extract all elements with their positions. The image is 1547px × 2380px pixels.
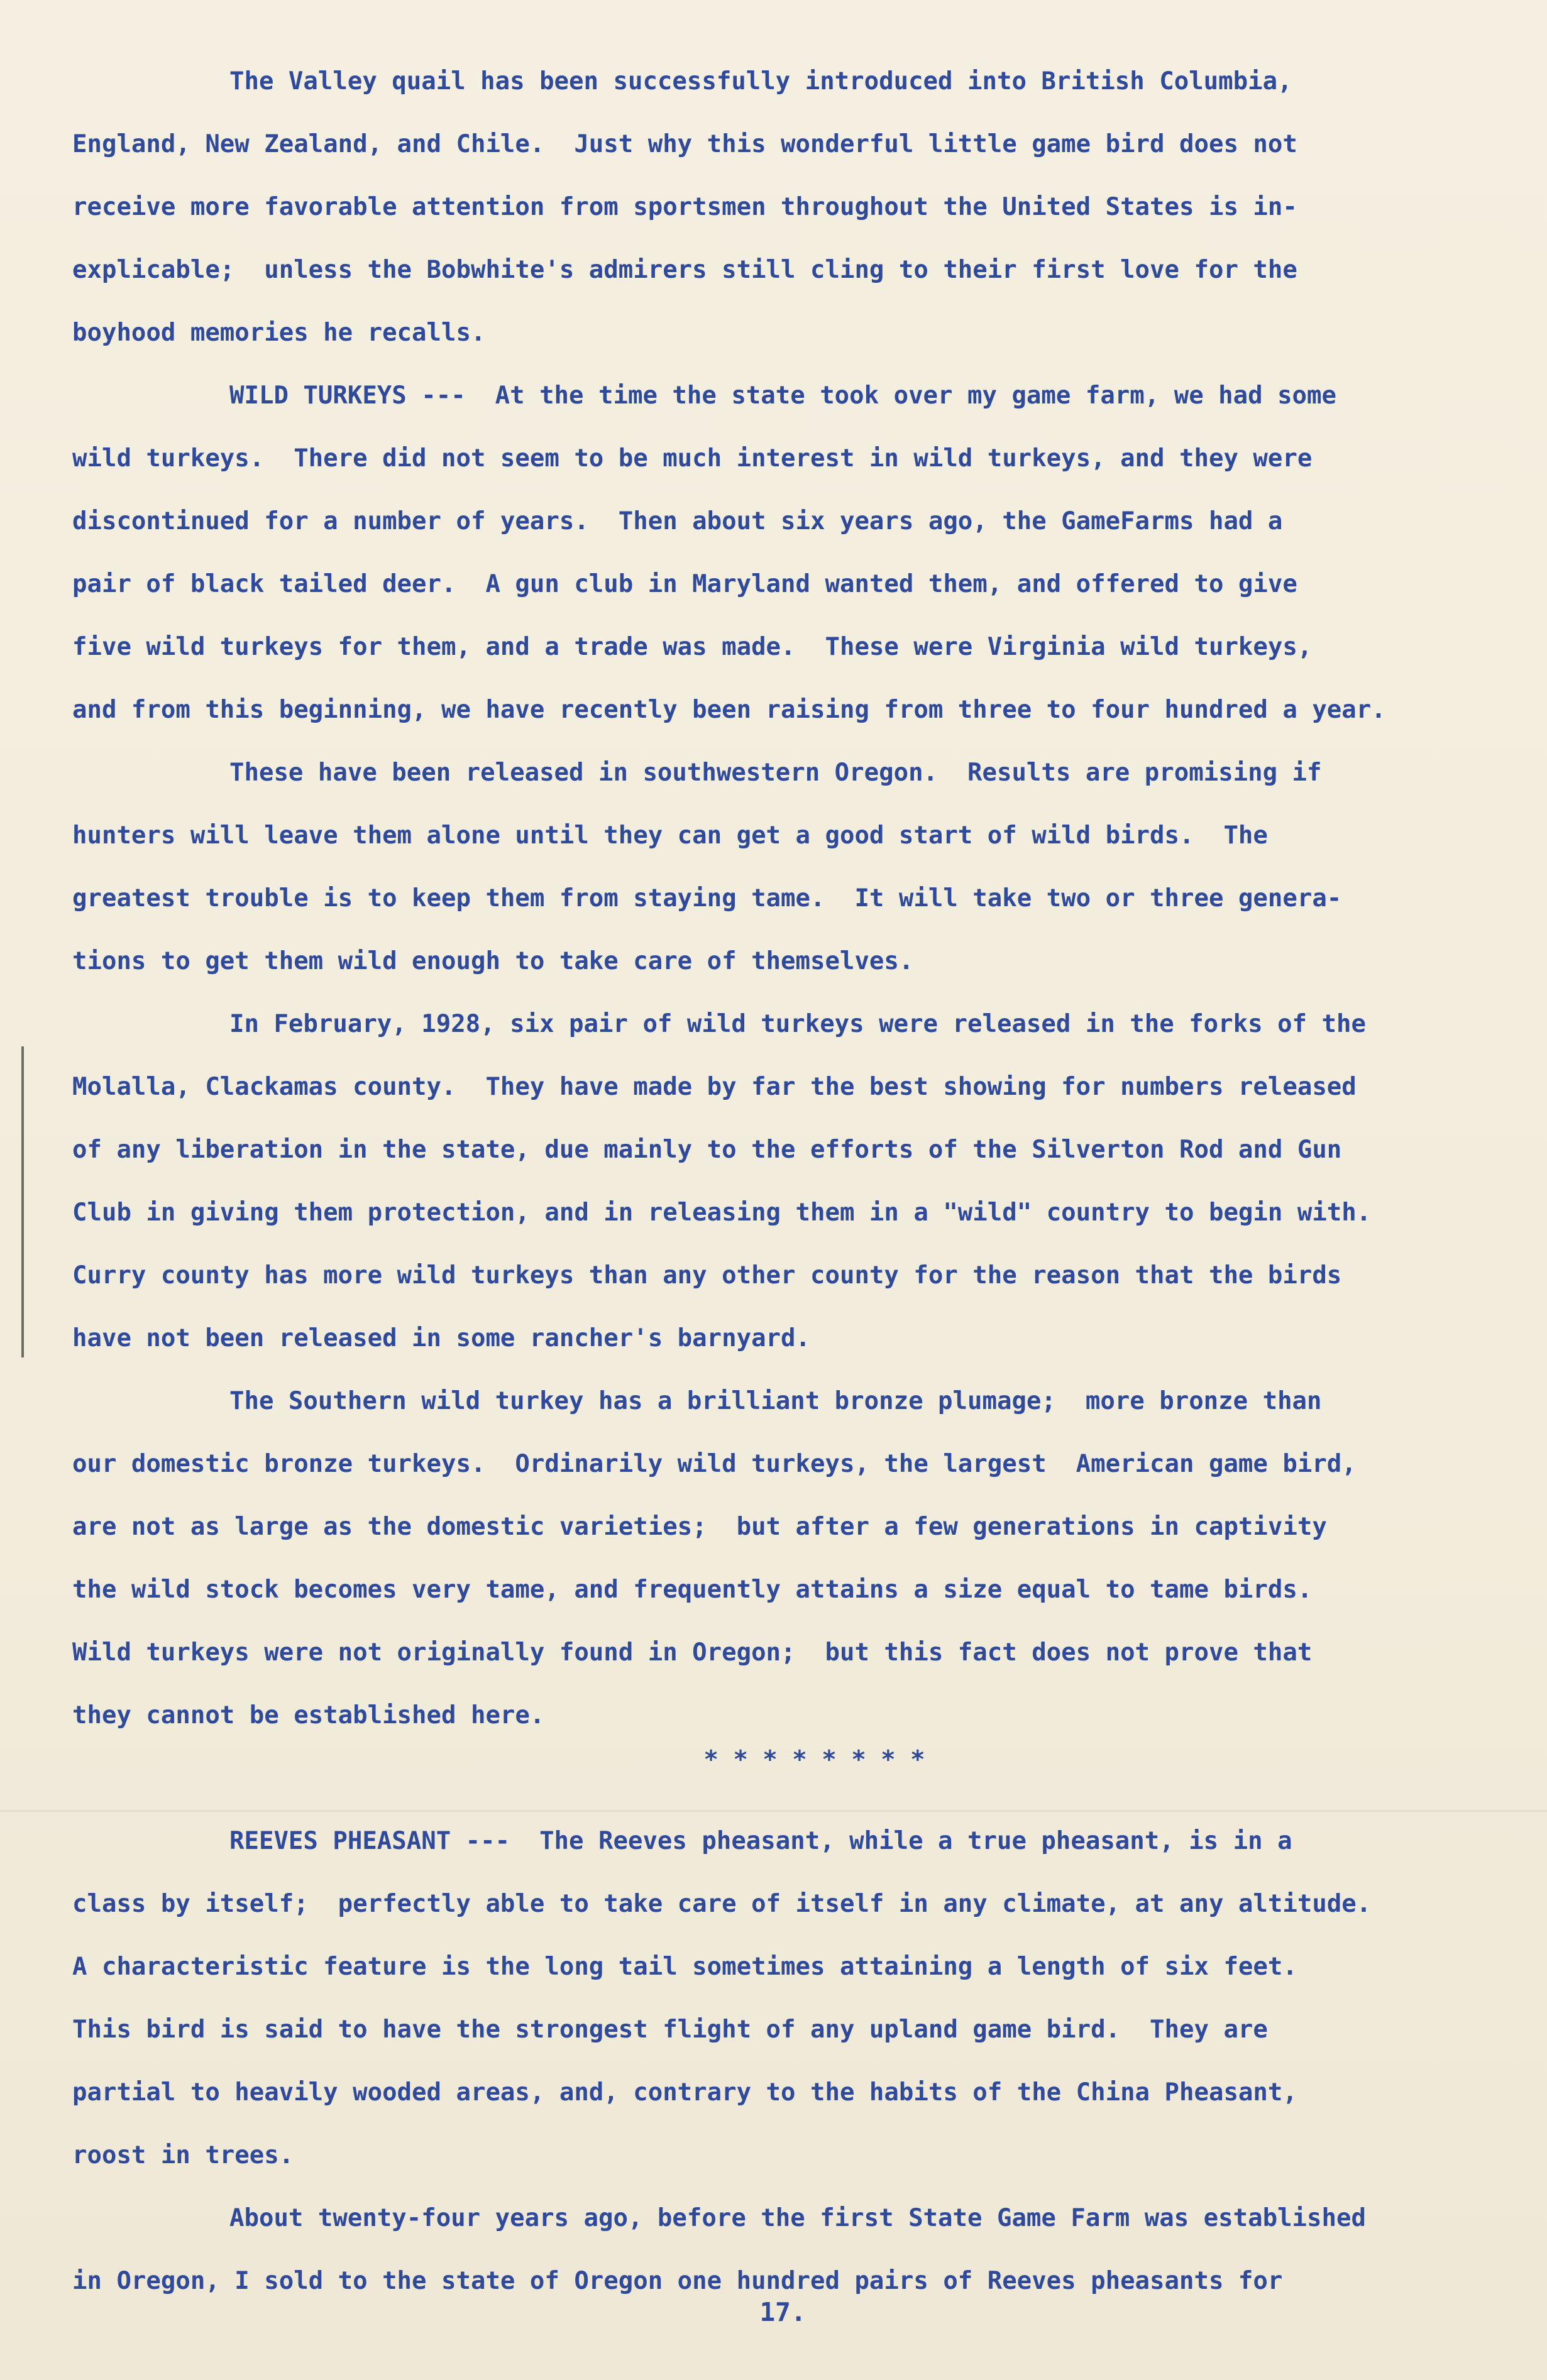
text-line: explicable; unless the Bobwhite's admirers still cling to their first love for the (72, 256, 1297, 284)
text-line: and from this beginning, we have recently been raising from three to four hundred a year. (72, 696, 1386, 724)
text-line: Club in giving them protection, and in releasing them in a "wild" country to begin with. (72, 1198, 1372, 1227)
text-line: REEVES PHEASANT --- The Reeves pheasant, while a true pheasant, is in a (229, 1827, 1292, 1855)
text-line: WILD TURKEYS --- At the time the state took over my game farm, we had some (229, 381, 1336, 410)
text-line: receive more favorable attention from sportsmen throughout the United States is in- (72, 193, 1297, 221)
text-line: roost in trees. (72, 2141, 294, 2169)
text-line: wild turkeys. There did not seem to be much interest in wild turkeys, and they were (72, 444, 1313, 473)
text-line: England, New Zealand, and Chile. Just why this wonderful little game bird does not (72, 130, 1297, 158)
text-line: have not been released in some rancher's barnyard. (72, 1324, 810, 1352)
text-line: boyhood memories he recalls. (72, 319, 486, 347)
text-line: Molalla, Clackamas county. They have made by far the best showing for numbers released (72, 1073, 1357, 1101)
text-line: The Valley quail has been successfully introduced into British Columbia, (229, 67, 1292, 96)
text-line: of any liberation in the state, due mainly to the efforts of the Silverton Rod and Gun (72, 1136, 1342, 1164)
text-line: A characteristic feature is the long tail sometimes attaining a length of six feet. (72, 1953, 1297, 1981)
text-line: five wild turkeys for them, and a trade was made. These were Virginia wild turkeys, (72, 633, 1313, 661)
section-separator: * * * * * * * * (703, 1746, 925, 1774)
text-line: in Oregon, I sold to the state of Oregon one hundred pairs of Reeves pheasants for (72, 2267, 1283, 2295)
text-line: greatest trouble is to keep them from staying tame. It will take two or three genera- (72, 884, 1342, 913)
text-line: partial to heavily wooded areas, and, contrary to the habits of the China Pheasant, (72, 2078, 1297, 2107)
typed-text-block-upper (72, 50, 1506, 1747)
text-line: pair of black tailed deer. A gun club in Maryland wanted them, and offered to give (72, 570, 1297, 598)
text-line: class by itself; perfectly able to take care of itself in any climate, at any altitude. (72, 1890, 1372, 1918)
text-line: These have been released in southwestern Oregon. Results are promising if (229, 759, 1322, 787)
text-line: tions to get them wild enough to take care of themselves. (72, 947, 914, 975)
text-line: In February, 1928, six pair of wild turkeys were released in the forks of the (229, 1010, 1366, 1038)
text-line: they cannot be established here. (72, 1701, 545, 1730)
text-line: About twenty-four years ago, before the first State Game Farm was established (229, 2204, 1366, 2232)
text-line: Curry county has more wild turkeys than any other county for the reason that the birds (72, 1261, 1342, 1290)
text-line: are not as large as the domestic varieties; but after a few generations in captivity (72, 1513, 1327, 1541)
text-line: The Southern wild turkey has a brilliant bronze plumage; more bronze than (229, 1387, 1322, 1415)
text-line: discontinued for a number of years. Then about six years ago, the GameFarms had a (72, 507, 1283, 535)
text-line: This bird is said to have the strongest flight of any upland game bird. They are (72, 2015, 1268, 2044)
margin-pencil-line (21, 1046, 24, 1357)
page-number: 17. (759, 2297, 807, 2327)
typed-text-block-lower (72, 1810, 1506, 2313)
text-line: the wild stock becomes very tame, and frequently attains a size equal to tame birds. (72, 1576, 1313, 1604)
text-line: Wild turkeys were not originally found in Oregon; but this fact does not prove that (72, 1638, 1313, 1667)
text-line: hunters will leave them alone until they can get a good start of wild birds. The (72, 821, 1268, 850)
text-line: our domestic bronze turkeys. Ordinarily wild turkeys, the largest American game bird, (72, 1450, 1357, 1478)
